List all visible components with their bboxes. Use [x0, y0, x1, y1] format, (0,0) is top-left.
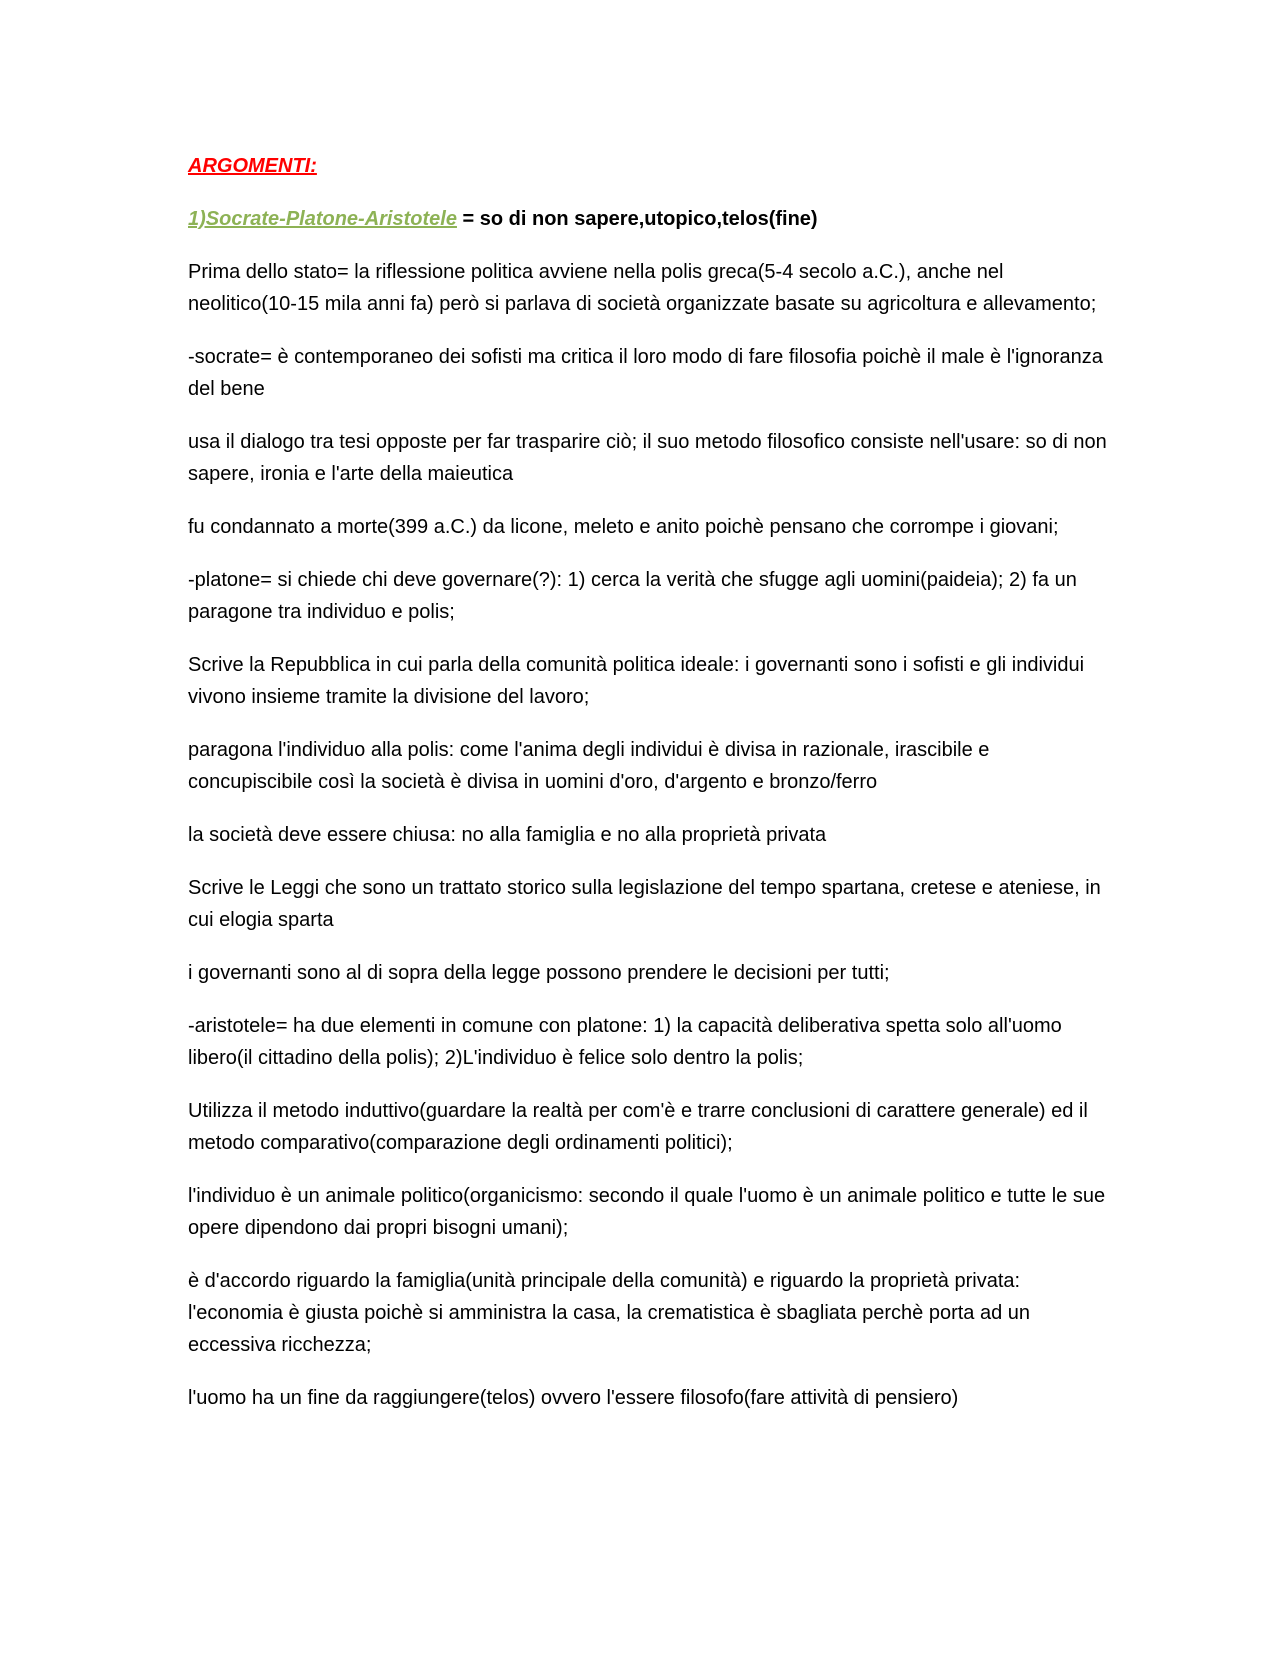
paragraph-anima-polis: paragona l'individuo alla polis: come l'anima degli individui è divisa in razionale, irascibile e concupiscibile così la società è divisa in uomini d'oro, d'argento e bronzo/ferro — [188, 739, 990, 793]
heading-text: ARGOMENTI: — [188, 155, 317, 177]
paragraph-repubblica: Scrive la Repubblica in cui parla della comunità politica ideale: i governanti sono i sofisti e gli individui vivono insieme tramite la divisione del lavoro; — [188, 654, 1085, 708]
paragraph-famiglia-proprieta: è d'accordo riguardo la famiglia(unità principale della comunità) e riguardo la proprietà privata: l'economia è giusta poichè si amministra la casa, la crematistica è sbagliata perchè porta ad un eccessiva ricchezza; — [188, 1270, 1031, 1356]
paragraph-dialogo: usa il dialogo tra tesi opposte per far trasparire ciò; il suo metodo filosofico consiste nell'usare: so di non sapere, ironia e l'arte della maieutica — [188, 431, 1107, 485]
paragraph-telos: l'uomo ha un fine da raggiungere(telos) ovvero l'essere filosofo(fare attività di pensiero) — [188, 1387, 959, 1409]
document-page — [188, 150, 1108, 1435]
document-heading — [188, 150, 1108, 182]
paragraph-prima-dello-stato: Prima dello stato= la riflessione politica avviene nella polis greca(5-4 secolo a.C.), anche nel neolitico(10-15 mila anni fa) però si parlava di società organizzate basate su agricoltura e allevamento; — [188, 261, 1097, 315]
topic-title: 1)Socrate-Platone-Aristotele — [188, 208, 457, 230]
paragraph-condanna: fu condannato a morte(399 a.C.) da licone, meleto e anito poichè pensano che corrompe i giovani; — [188, 516, 1059, 538]
paragraph-societa-chiusa: la società deve essere chiusa: no alla famiglia e no alla proprietà privata — [188, 824, 827, 846]
paragraph-leggi: Scrive le Leggi che sono un trattato storico sulla legislazione del tempo spartana, cretese e ateniese, in cui elogia sparta — [188, 877, 1101, 931]
paragraph-animale-politico: l'individuo è un animale politico(organicismo: secondo il quale l'uomo è un animale politico e tutte le sue opere dipendono dai propri bisogni umani); — [188, 1185, 1106, 1239]
paragraph-metodo: Utilizza il metodo induttivo(guardare la realtà per com'è e trarre conclusioni di carattere generale) ed il metodo comparativo(comparazione degli ordinamenti politici); — [188, 1100, 1088, 1154]
topic-line — [188, 203, 1108, 235]
paragraph-platone: -platone= si chiede chi deve governare(?): 1) cerca la verità che sfugge agli uomini(paideia); 2) fa un paragone tra individuo e polis; — [188, 569, 1077, 623]
topic-description: = so di non sapere,utopico,telos(fine) — [456, 208, 818, 230]
paragraph-aristotele: -aristotele= ha due elementi in comune con platone: 1) la capacità deliberativa spetta solo all'uomo libero(il cittadino della polis); 2)L'individuo è felice solo dentro la polis; — [188, 1015, 1062, 1069]
paragraph-governanti: i governanti sono al di sopra della legge possono prendere le decisioni per tutti; — [188, 962, 890, 984]
paragraph-socrate: -socrate= è contemporaneo dei sofisti ma critica il loro modo di fare filosofia poichè il male è l'ignoranza del bene — [188, 346, 1103, 400]
